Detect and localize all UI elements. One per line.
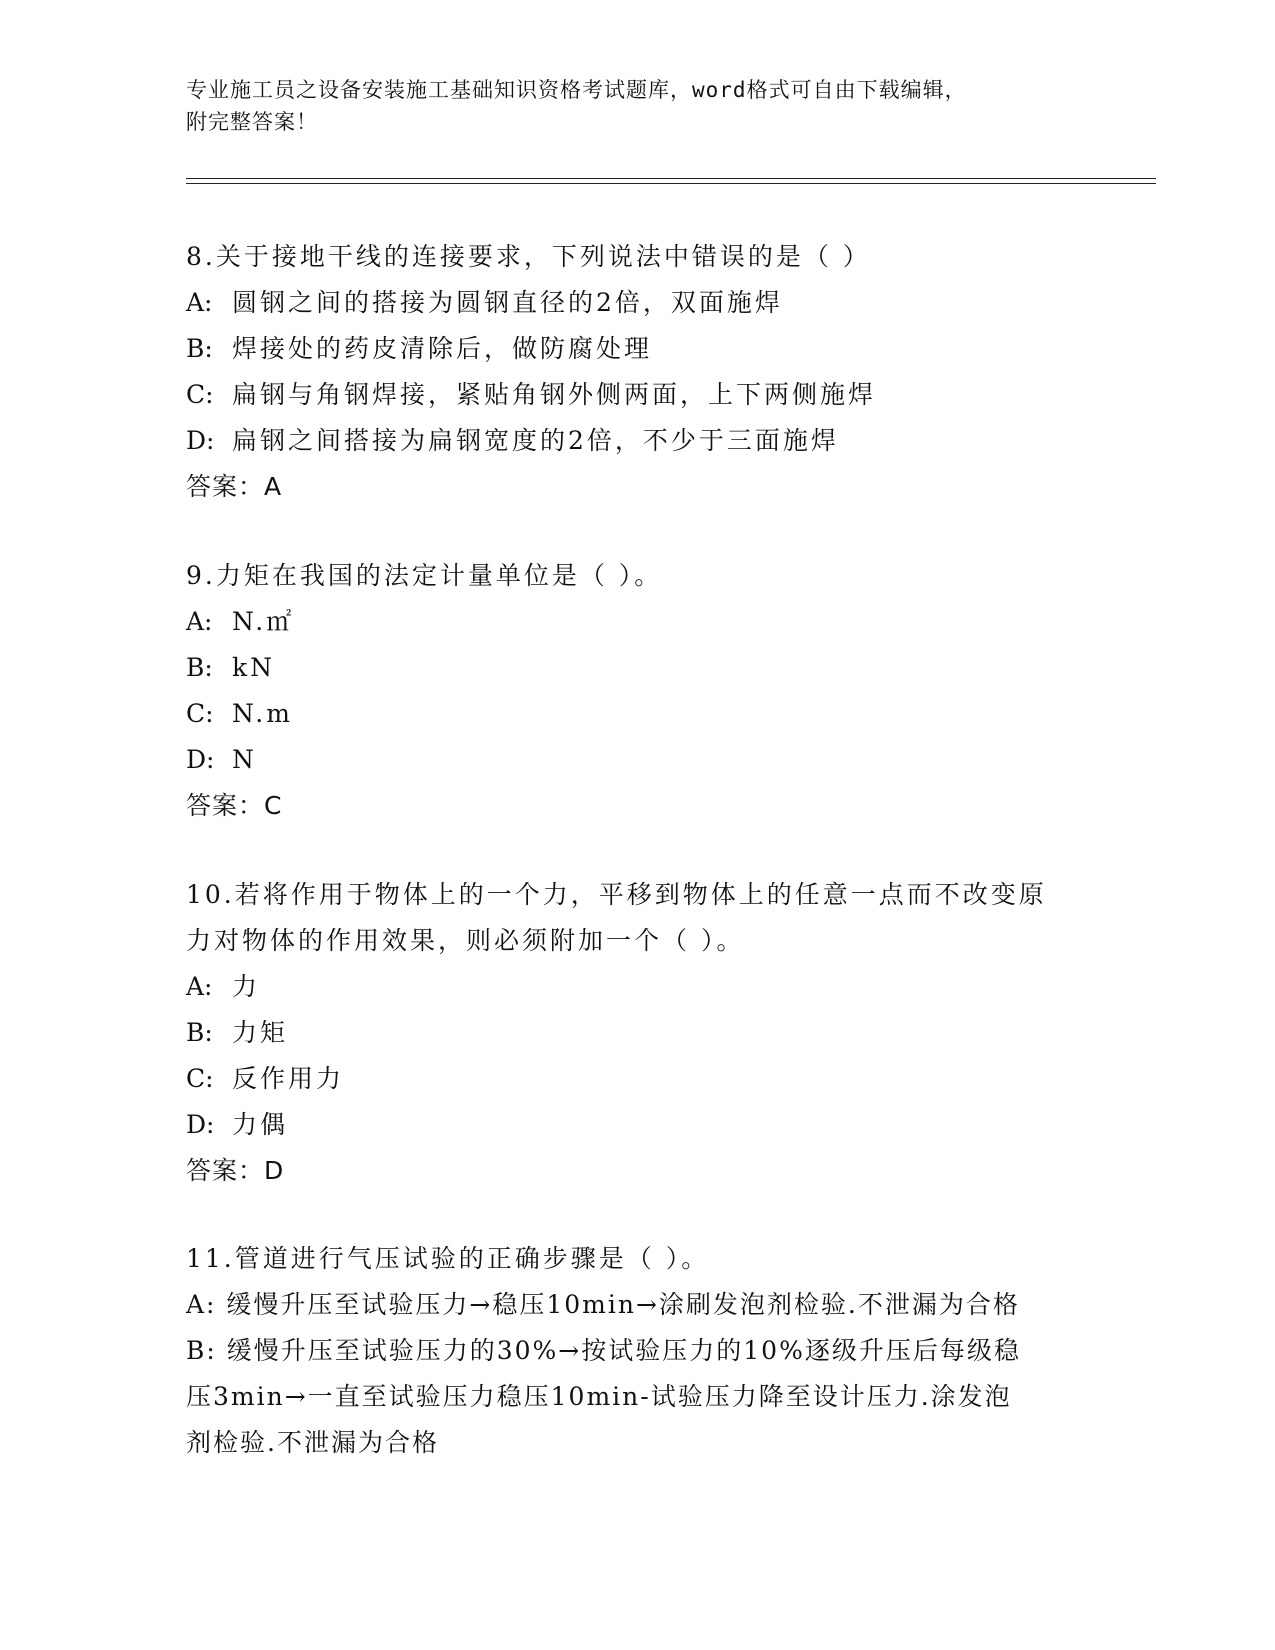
option-text: 反作用力 [232, 1064, 345, 1093]
option-label: A: [186, 972, 213, 1001]
option-text: kN [232, 653, 276, 682]
question-11 [186, 1236, 1086, 1466]
option-label: A: [186, 607, 213, 636]
option-d [186, 418, 1086, 464]
option-label: B: [186, 334, 213, 363]
option-a [186, 599, 1086, 645]
answer: 答案：C [186, 791, 283, 820]
option-text: 力偶 [232, 1110, 289, 1139]
question-8 [186, 234, 1086, 510]
header-divider-top [186, 178, 1156, 179]
option-text: N [232, 745, 257, 774]
question-stem [186, 1236, 1086, 1282]
option-text: 力矩 [232, 1018, 289, 1047]
option-b-continued: 剂检验.不泄漏为合格 [186, 1428, 439, 1457]
option-label: D: [186, 745, 215, 774]
option-a [186, 964, 1086, 1010]
option-c [186, 1056, 1086, 1102]
stem-line: 9.力矩在我国的法定计量单位是（ ）。 [186, 561, 663, 590]
option-text: 扁钢与角钢焊接，紧贴角钢外侧两面，上下两侧施焊 [232, 380, 877, 409]
header-divider-bottom [186, 183, 1156, 184]
answer: 答案：D [186, 1156, 285, 1185]
option-text: 扁钢之间搭接为扁钢宽度的2倍，不少于三面施焊 [232, 426, 839, 455]
stem-line: 力对物体的作用效果，则必须附加一个（ ）。 [186, 926, 745, 955]
question-10 [186, 872, 1086, 1194]
option-label: B: [186, 653, 213, 682]
option-label: D: [186, 1110, 215, 1139]
header-line-1: 专业施工员之设备安装施工基础知识资格考试题库，word格式可自由下载编辑， [186, 78, 967, 102]
option-label: C: [186, 380, 214, 409]
option-b [186, 326, 1086, 372]
option-text: 焊接处的药皮清除后，做防腐处理 [232, 334, 653, 363]
question-stem [186, 872, 1086, 964]
option-label: C: [186, 699, 214, 728]
answer: 答案：A [186, 472, 283, 501]
option-label: A: [186, 288, 213, 317]
option-d [186, 1102, 1086, 1148]
option-b-continued: 压3min→一直至试验压力稳压10min-试验压力降至设计压力.涂发泡 [186, 1382, 1012, 1411]
option-text: 力 [232, 972, 261, 1001]
option-b: B: 缓慢升压至试验压力的30%→按试验压力的10%逐级升压后每级稳 [186, 1336, 1021, 1365]
option-label: B: [186, 1018, 213, 1047]
document-header [186, 74, 1076, 138]
stem-line: 8.关于接地干线的连接要求，下列说法中错误的是（ ） [186, 242, 871, 271]
option-text: N.m [232, 699, 293, 728]
question-9 [186, 553, 1086, 829]
option-label: D: [186, 426, 215, 455]
stem-line: 11.管道进行气压试验的正确步骤是（ ）。 [186, 1244, 710, 1273]
question-stem [186, 234, 1086, 280]
option-text: 圆钢之间的搭接为圆钢直径的2倍，双面施焊 [232, 288, 783, 317]
option-c [186, 691, 1086, 737]
header-line-2: 附完整答案！ [186, 110, 318, 134]
option-b [186, 1010, 1086, 1056]
option-label: C: [186, 1064, 214, 1093]
option-a: A: 缓慢升压至试验压力→稳压10min→涂刷发泡剂检验.不泄漏为合格 [186, 1290, 1020, 1319]
question-stem [186, 553, 1086, 599]
stem-line: 10.若将作用于物体上的一个力，平移到物体上的任意一点而不改变原 [186, 880, 1047, 909]
option-b [186, 645, 1086, 691]
option-text: N.㎡ [232, 607, 295, 636]
option-a [186, 280, 1086, 326]
option-d [186, 737, 1086, 783]
option-c [186, 372, 1086, 418]
